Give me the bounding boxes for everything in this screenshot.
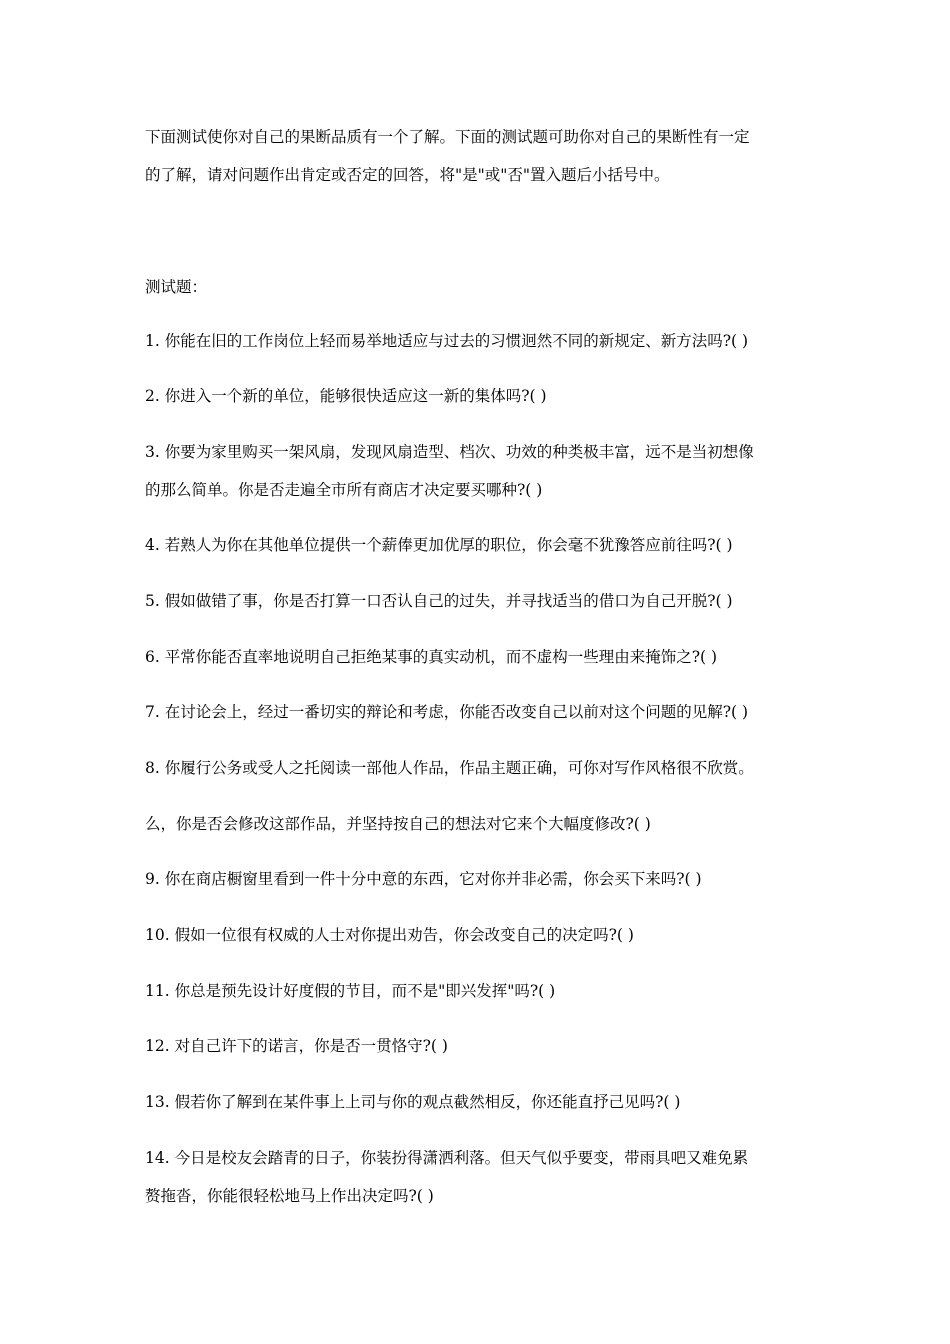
question-1: 1. 你能在旧的工作岗位上轻而易举地适应与过去的习惯迥然不同的新规定、新方法吗?( ) (145, 332, 749, 350)
question-5: 5. 假如做错了事，你是否打算一口否认自己的过失，并寻找适当的借口为自己开脱?( ) (145, 592, 733, 610)
question-3-line-2: 的那么简单。你是否走遍全市所有商店才决定要买哪种?( ) (145, 481, 543, 499)
question-13: 13. 假若你了解到在某件事上上司与你的观点截然相反，你还能直抒己见吗?( ) (145, 1093, 681, 1111)
question-12: 12. 对自己许下的诺言，你是否一贯恪守?( ) (145, 1037, 448, 1055)
section-heading: 测试题： (145, 278, 208, 296)
question-14-line-1: 14. 今日是校友会踏青的日子，你装扮得潇洒利落。但天气似乎要变，带雨具吧又难免累 (145, 1149, 749, 1167)
question-8-line-2: 么，你是否会修改这部作品，并坚持按自己的想法对它来个大幅度修改?( ) (145, 815, 651, 833)
question-4: 4. 若熟人为你在其他单位提供一个薪俸更加优厚的职位，你会毫不犹豫答应前往吗?( ) (145, 536, 733, 554)
question-6: 6. 平常你能否直率地说明自己拒绝某事的真实动机，而不虚构一些理由来掩饰之?( ) (145, 648, 718, 666)
question-7: 7. 在讨论会上，经过一番切实的辩论和考虑，你能否改变自己以前对这个问题的见解?( ) (145, 703, 749, 721)
question-8-line-1: 8. 你履行公务或受人之托阅读一部他人作品，作品主题正确，可你对写作风格很不欣赏。 (145, 759, 754, 777)
question-3-line-1: 3. 你要为家里购买一架风扇，发现风扇造型、档次、功效的种类极丰富，远不是当初想像 (145, 443, 754, 461)
question-10: 10. 假如一位很有权威的人士对你提出劝告，你会改变自己的决定吗?( ) (145, 926, 634, 944)
question-2: 2. 你进入一个新的单位，能够很快适应这一新的集体吗?( ) (145, 387, 547, 405)
intro-line-2: 的了解，请对问题作出肯定或否定的回答，将"是"或"否"置入题后小括号中。 (145, 166, 670, 184)
question-14-line-2: 赘拖沓，你能很轻松地马上作出决定吗?( ) (145, 1187, 434, 1205)
intro-line-1: 下面测试使你对自己的果断品质有一个了解。下面的测试题可助你对自己的果断性有一定 (145, 128, 750, 146)
question-9: 9. 你在商店橱窗里看到一件十分中意的东西，它对你并非必需，你会买下来吗?( ) (145, 870, 702, 888)
question-11: 11. 你总是预先设计好度假的节目，而不是"即兴发挥"吗?( ) (145, 982, 556, 1000)
